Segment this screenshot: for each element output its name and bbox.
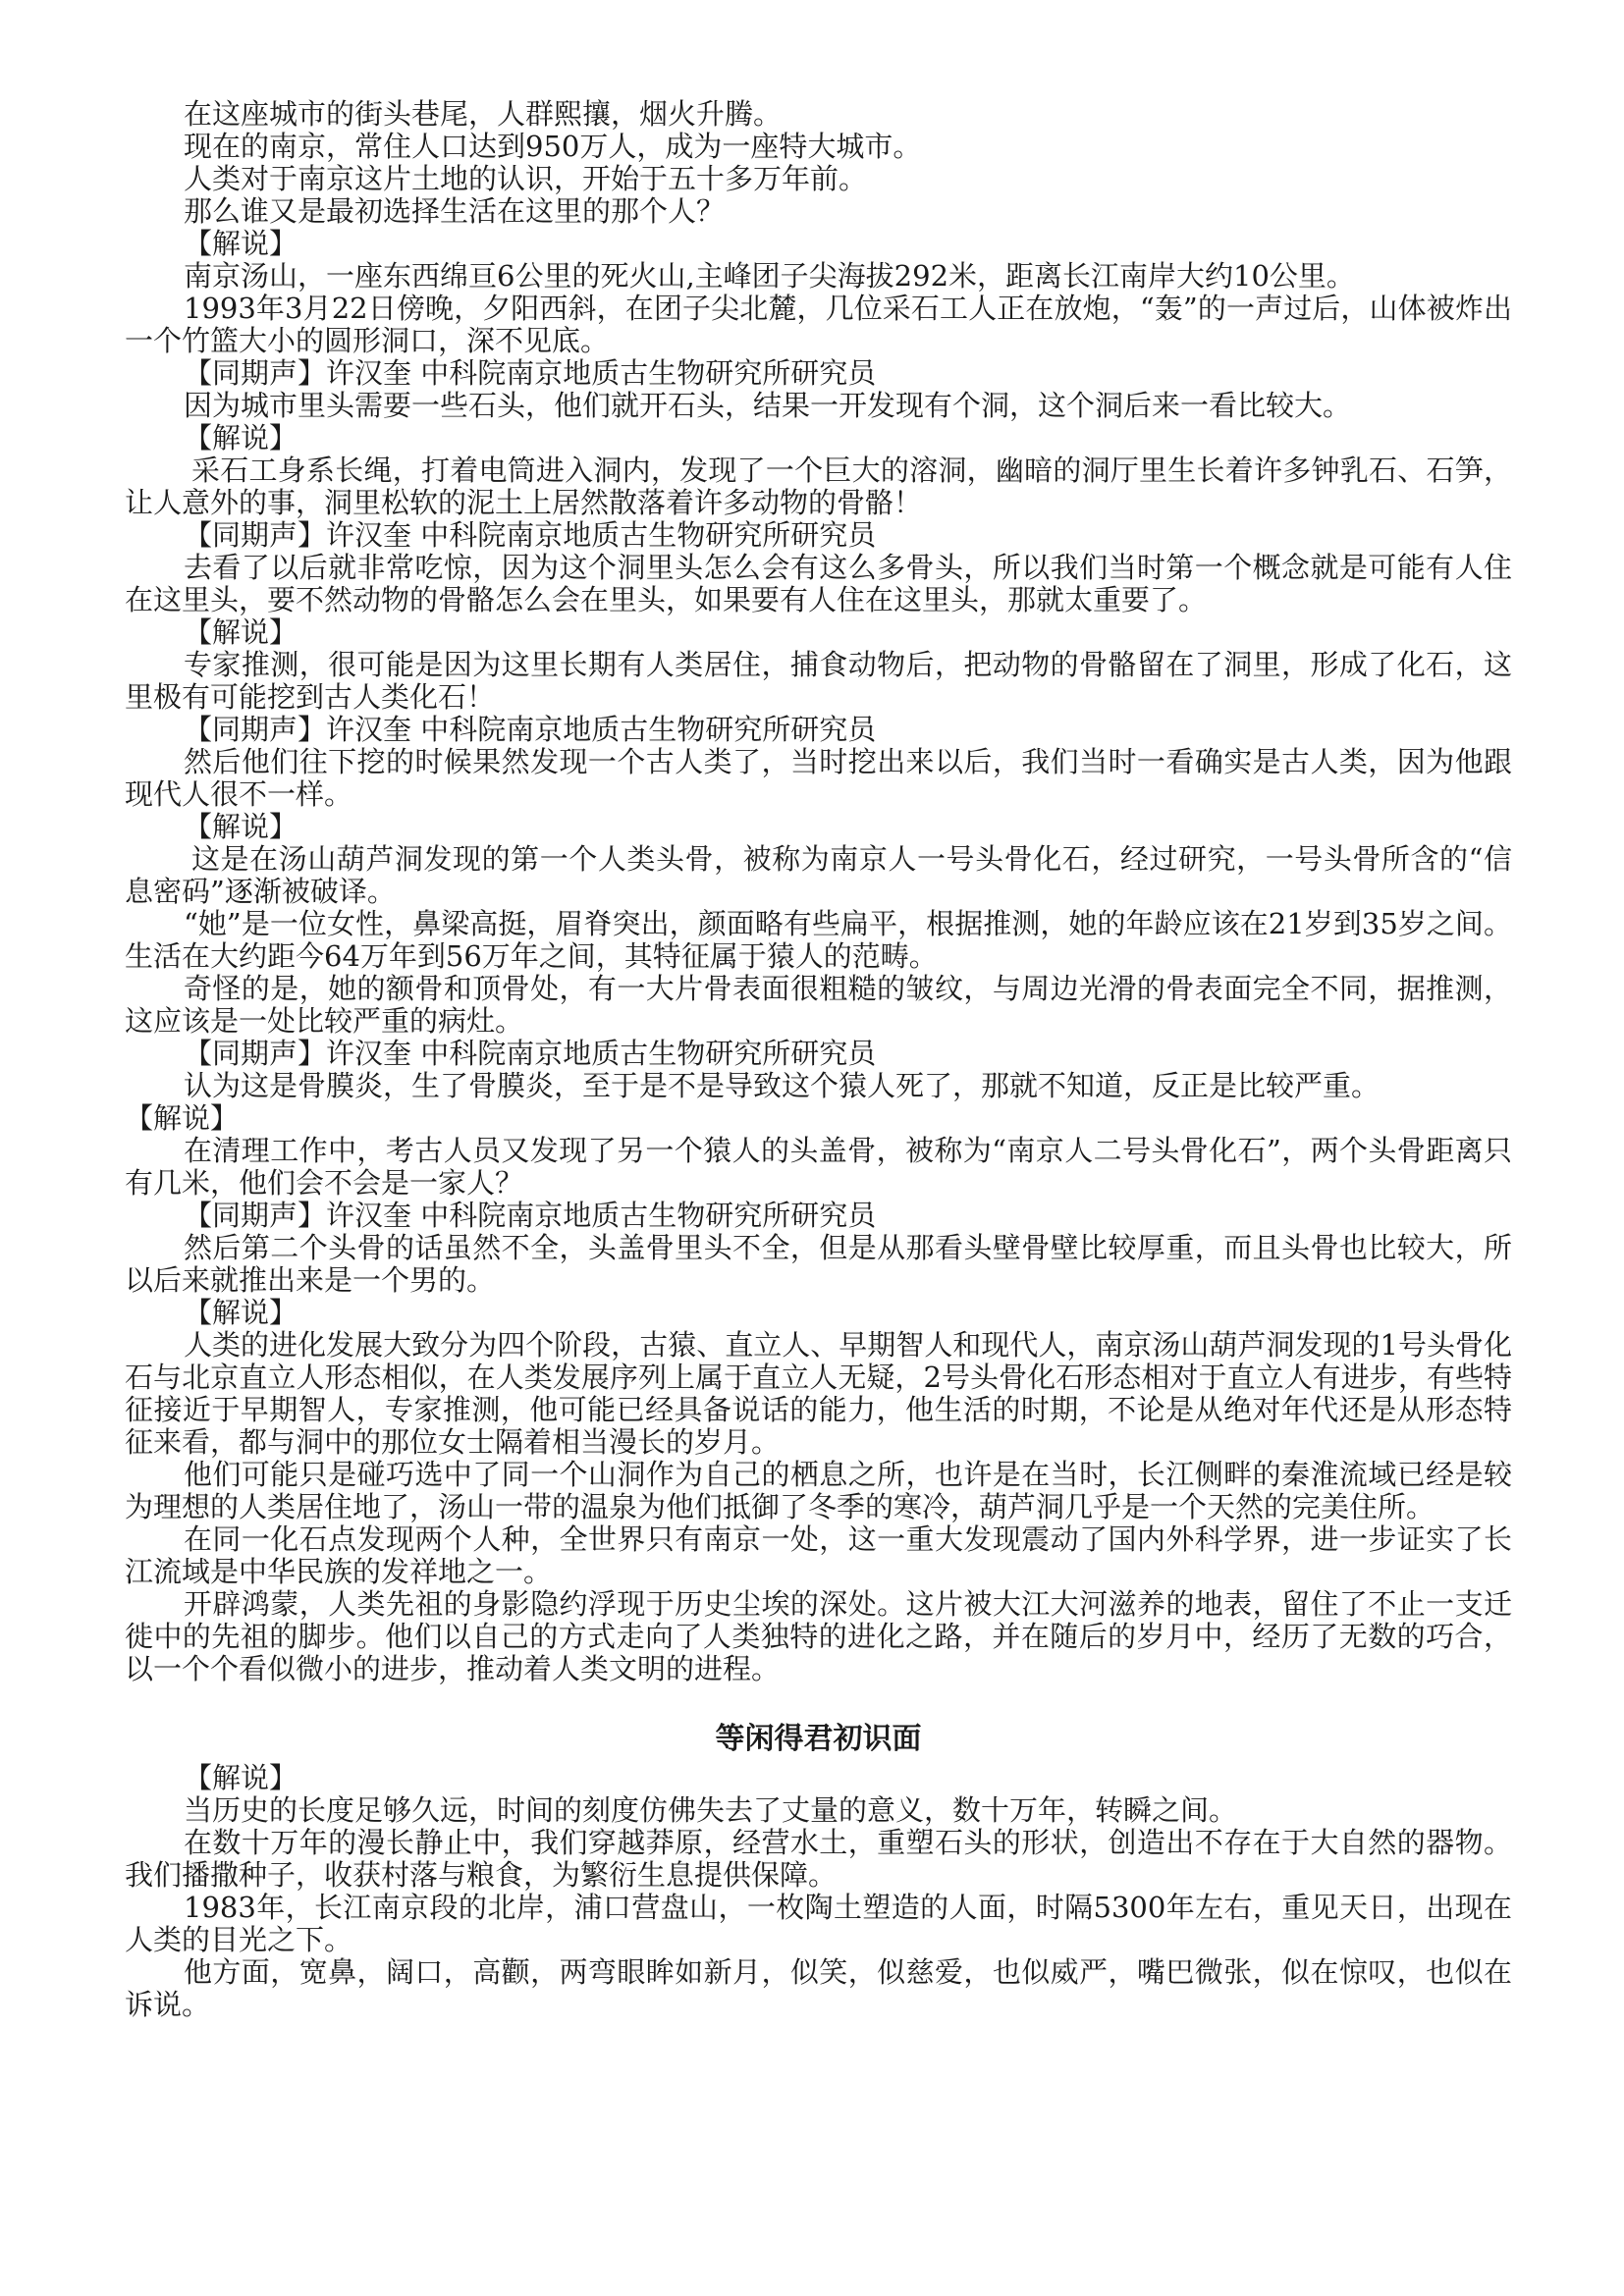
script-paragraph: 1993年3月22日傍晚，夕阳西斜，在团子尖北麓，几位采石工人正在放炮，“轰”的一声过后，山体被炸出一个竹篮大小的圆形洞口，深不见底。 <box>125 292 1512 357</box>
segment-label: 【解说】 <box>184 1761 298 1794</box>
segment-label: 【解说】 <box>125 1101 240 1135</box>
script-paragraph: 当历史的长度足够久远，时间的刻度仿佛失去了丈量的意义，数十万年，转瞬之间。 <box>184 1793 1238 1827</box>
segment-label: 【解说】 <box>184 227 298 260</box>
script-paragraph: 因为城市里头需要一些石头，他们就开石头，结果一开发现有个洞，这个洞后来一看比较大。 <box>184 389 1352 422</box>
script-paragraph: 在数十万年的漫长静止中，我们穿越莽原，经营水土，重塑石头的形状，创造出不存在于大自然的器物。我们播撒种子，收获村落与粮食，为繁衍生息提供保障。 <box>125 1826 1512 1892</box>
script-paragraph: 他们可能只是碰巧选中了同一个山洞作为自己的栖息之所，也许是在当时，长江侧畔的秦淮流域已经是较为理想的人类居住地了，汤山一带的温泉为他们抵御了冬季的寒冷，葫芦洞几乎是一个天然的完美住所。 <box>125 1458 1512 1523</box>
section-title: 等闲得君初识面 <box>715 1722 922 1756</box>
script-paragraph: 1983年，长江南京段的北岸，浦口营盘山，一枚陶土塑造的人面，时隔5300年左右，重见天日，出现在人类的目光之下。 <box>125 1891 1512 1956</box>
script-paragraph: 那么谁又是最初选择生活在这里的那个人？ <box>184 194 726 228</box>
segment-label: 【同期声】许汉奎 中科院南京地质古生物研究所研究员 <box>184 356 877 390</box>
script-paragraph: 开辟鸿蒙，人类先祖的身影隐约浮现于历史尘埃的深处。这片被大江大河滋养的地表，留住了不止一支迁徙中的先祖的脚步。他们以自己的方式走向了人类独特的进化之路，并在随后的岁月中，经历了无数的巧合，以一个个看似微小的进步，推动着人类文明的进程。 <box>125 1587 1512 1685</box>
script-paragraph: 奇怪的是，她的额骨和顶骨处，有一大片骨表面很粗糙的皱纹，与周边光滑的骨表面完全不同，据推测，这应该是一处比较严重的病灶。 <box>125 972 1512 1038</box>
segment-label: 【解说】 <box>184 1296 298 1329</box>
segment-label: 【同期声】许汉奎 中科院南京地质古生物研究所研究员 <box>184 518 877 552</box>
script-section-pottery-face <box>125 1762 1512 2021</box>
script-paragraph: 在清理工作中，考古人员又发现了另一个猿人的头盖骨，被称为“南京人二号头骨化石”，两个头骨距离只有几米，他们会不会是一家人？ <box>125 1134 1512 1200</box>
segment-label: 【解说】 <box>184 810 298 843</box>
script-paragraph: 他方面，宽鼻，阔口，高颧，两弯眼眸如新月，似笑，似慈爱，也似威严，嘴巴微张，似在惊叹，也似在诉说。 <box>125 1955 1512 2021</box>
segment-label: 【同期声】许汉奎 中科院南京地质古生物研究所研究员 <box>184 1037 877 1070</box>
script-paragraph: 人类的进化发展大致分为四个阶段，古猿、直立人、早期智人和现代人，南京汤山葫芦洞发现的1号头骨化石与北京直立人形态相似，在人类发展序列上属于直立人无疑，2号头骨化石形态相对于直立人有进步，有些特征接近于早期智人，专家推测，他可能已经具备说话的能力，他生活的时期，不论是从绝对年代还是从形态特征来看，都与洞中的那位女士隔着相当漫长的岁月。 <box>125 1328 1512 1459</box>
script-paragraph: 南京汤山，一座东西绵亘6公里的死火山,主峰团子尖海拔292米，距离长江南岸大约10公里。 <box>184 259 1355 293</box>
script-paragraph: 在这座城市的街头巷尾，人群熙攘，烟火升腾。 <box>184 97 783 131</box>
segment-label: 【解说】 <box>184 615 298 649</box>
script-paragraph: 采石工身系长绳，打着电筒进入洞内，发现了一个巨大的溶洞，幽暗的洞厅里生长着许多钟乳石、石笋，让人意外的事，洞里松软的泥土上居然散落着许多动物的骨骼！ <box>125 454 1512 519</box>
script-paragraph: 这是在汤山葫芦洞发现的第一个人类头骨，被称为南京人一号头骨化石，经过研究，一号头骨所含的“信息密码”逐渐被破译。 <box>125 842 1512 908</box>
script-section-nanjing-man <box>125 98 1512 1685</box>
segment-label: 【同期声】许汉奎 中科院南京地质古生物研究所研究员 <box>184 1199 877 1232</box>
script-paragraph: 然后第二个头骨的话虽然不全，头盖骨里头不全，但是从那看头壁骨壁比较厚重，而且头骨也比较大，所以后来就推出来是一个男的。 <box>125 1231 1512 1297</box>
script-paragraph: “她”是一位女性，鼻梁高挺，眉脊突出，颜面略有些扁平，根据推测，她的年龄应该在21岁到35岁之间。生活在大约距今64万年到56万年之间，其特征属于猿人的范畴。 <box>125 907 1512 973</box>
script-paragraph: 专家推测，很可能是因为这里长期有人类居住，捕食动物后，把动物的骨骼留在了洞里，形成了化石，这里极有可能挖到古人类化石！ <box>125 648 1512 714</box>
segment-label: 【同期声】许汉奎 中科院南京地质古生物研究所研究员 <box>184 713 877 746</box>
segment-label: 【解说】 <box>184 421 298 454</box>
script-paragraph: 认为这是骨膜炎，生了骨膜炎，至于是不是导致这个猿人死了，那就不知道，反正是比较严重。 <box>184 1069 1380 1102</box>
script-paragraph: 现在的南京，常住人口达到950万人，成为一座特大城市。 <box>184 130 922 163</box>
script-paragraph: 人类对于南京这片土地的认识，开始于五十多万年前。 <box>184 162 868 195</box>
script-paragraph: 然后他们往下挖的时候果然发现一个古人类了，当时挖出来以后，我们当时一看确实是古人类，因为他跟现代人很不一样。 <box>125 745 1512 811</box>
script-paragraph: 去看了以后就非常吃惊，因为这个洞里头怎么会有这么多骨头，所以我们当时第一个概念就是可能有人住在这里头，要不然动物的骨骼怎么会在里头，如果要有人住在这里头，那就太重要了。 <box>125 551 1512 616</box>
script-paragraph: 在同一化石点发现两个人种，全世界只有南京一处，这一重大发现震动了国内外科学界，进一步证实了长江流域是中华民族的发祥地之一。 <box>125 1522 1512 1588</box>
